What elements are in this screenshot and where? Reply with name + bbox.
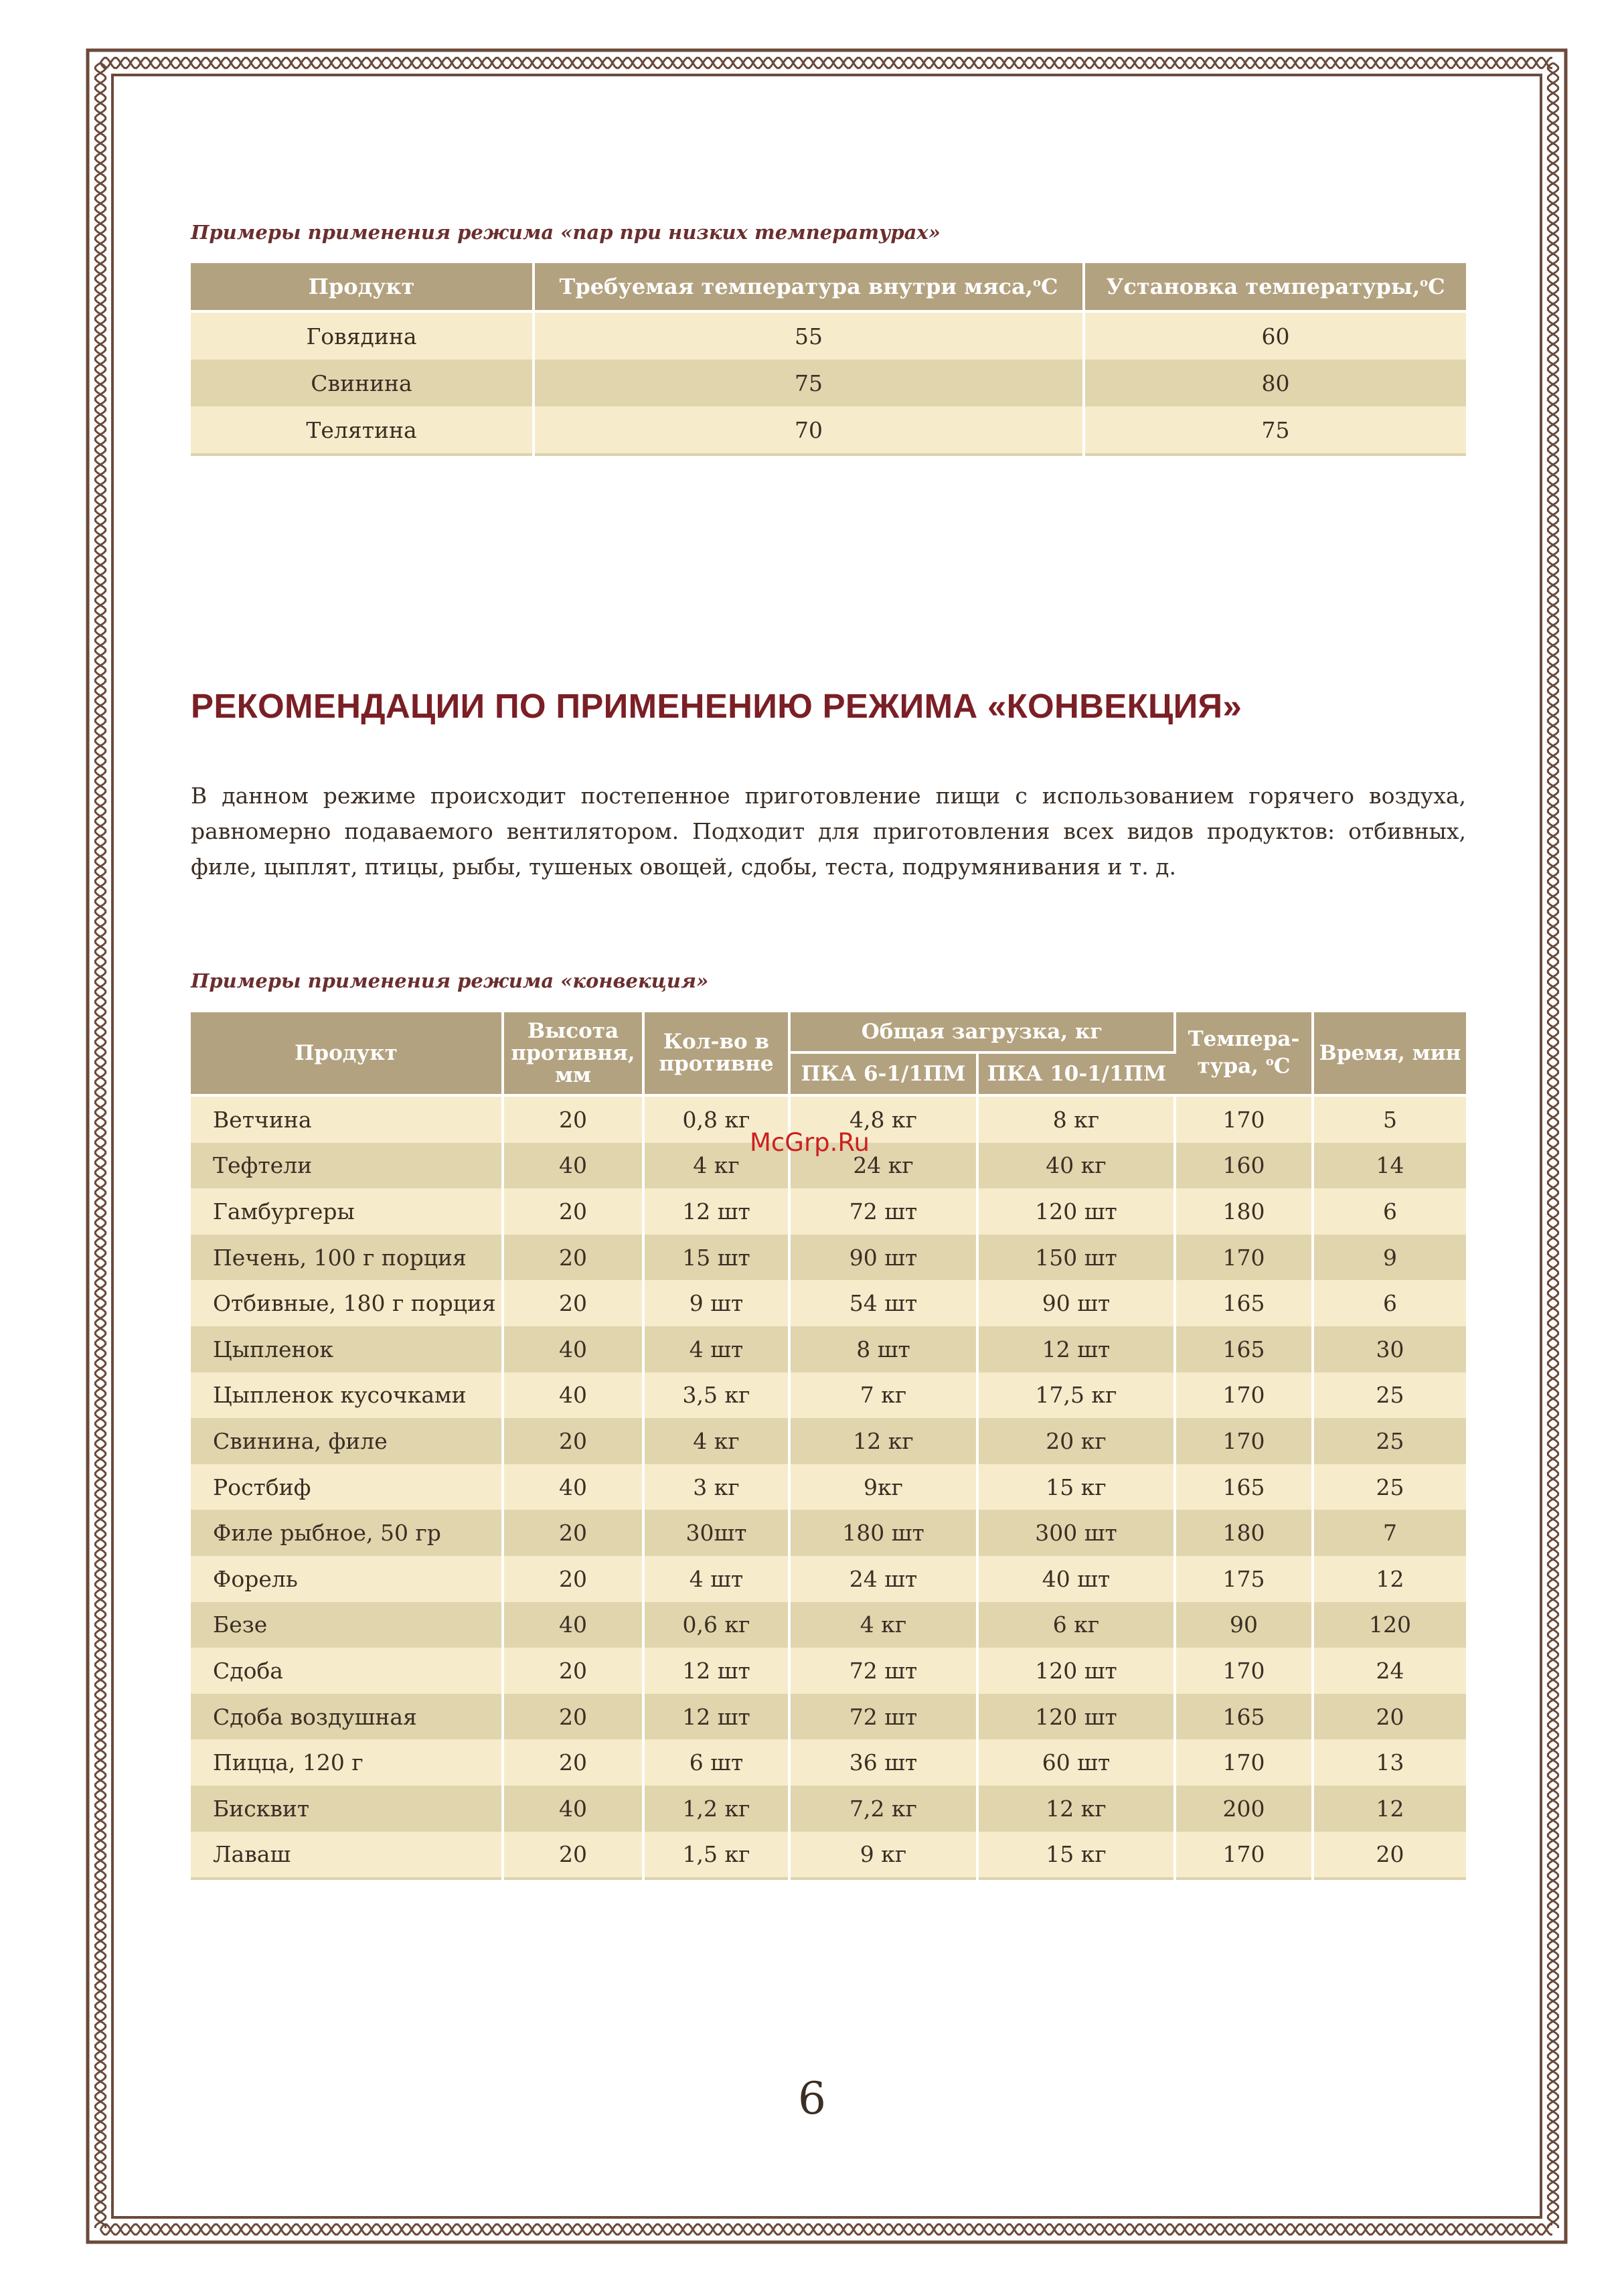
table-row: [191, 1280, 1466, 1326]
table-cell: 15 кг: [977, 1464, 1175, 1510]
table-cell: 25: [1313, 1372, 1466, 1419]
header-required-temp: Требуемая температура внутри мяса,$^o$С: [534, 263, 1084, 311]
table-cell: 9 шт: [643, 1280, 789, 1326]
table-cell: 175: [1175, 1556, 1313, 1602]
table-cell: 60 шт: [977, 1739, 1175, 1786]
table2-caption: Примеры применения режима «конвекция»: [191, 969, 709, 992]
table-cell: 20 кг: [977, 1418, 1175, 1464]
table-cell: 24: [1313, 1648, 1466, 1694]
table-cell: 15 кг: [977, 1832, 1175, 1879]
table-cell-product: Свинина: [191, 360, 534, 406]
table-cell-product: Ветчина: [191, 1095, 503, 1143]
table-cell-product: Отбивные, 180 г порция: [191, 1280, 503, 1326]
table-cell: 150 шт: [977, 1235, 1175, 1281]
table-row: [191, 360, 1466, 406]
table-cell: 9 кг: [789, 1832, 977, 1879]
table-cell: 170: [1175, 1235, 1313, 1281]
table-cell: 300 шт: [977, 1510, 1175, 1556]
table-cell-product: Бисквит: [191, 1786, 503, 1832]
table-cell: 20: [1313, 1694, 1466, 1740]
table-cell-product: Ростбиф: [191, 1464, 503, 1510]
low-temp-steam-table: [191, 263, 1466, 456]
table-row: [191, 1694, 1466, 1740]
table-cell: 90: [1175, 1602, 1313, 1648]
table-cell-product: Говядина: [191, 311, 534, 360]
header-time: Время, мин: [1313, 1012, 1466, 1095]
table-cell: 75: [534, 360, 1084, 406]
table-cell: 3 кг: [643, 1464, 789, 1510]
table-cell: 170: [1175, 1648, 1313, 1694]
table-cell: 165: [1175, 1694, 1313, 1740]
table-cell: 1,5 кг: [643, 1832, 789, 1879]
table-cell: 30шт: [643, 1510, 789, 1556]
table-cell: 20: [503, 1280, 643, 1326]
table-cell: 180 шт: [789, 1510, 977, 1556]
table-cell: 165: [1175, 1326, 1313, 1372]
table-cell: 24 шт: [789, 1556, 977, 1602]
table-cell: 40: [503, 1464, 643, 1510]
table-cell: 15 шт: [643, 1235, 789, 1281]
table-cell-product: Лаваш: [191, 1832, 503, 1879]
table-cell: 200: [1175, 1786, 1313, 1832]
table-row: [191, 1188, 1466, 1235]
table-cell: 6: [1313, 1188, 1466, 1235]
header-total-load: Общая загрузка, кг: [789, 1012, 1175, 1052]
table-row: [191, 1418, 1466, 1464]
watermark-text: McGrp.Ru: [750, 1128, 870, 1157]
table-row: [191, 1739, 1466, 1786]
table-cell: 120 шт: [977, 1648, 1175, 1694]
table-row: [191, 406, 1466, 455]
table-cell: 6: [1313, 1280, 1466, 1326]
table-cell: 9: [1313, 1235, 1466, 1281]
table-cell-product: Свинина, филе: [191, 1418, 503, 1464]
table-row: [191, 1235, 1466, 1281]
table-cell-product: Пицца, 120 г: [191, 1739, 503, 1786]
table-cell: 40: [503, 1326, 643, 1372]
table-cell: 1,2 кг: [643, 1786, 789, 1832]
table-cell: 120 шт: [977, 1188, 1175, 1235]
table-cell: 170: [1175, 1372, 1313, 1419]
table-row: [191, 1510, 1466, 1556]
table-cell: 40 шт: [977, 1556, 1175, 1602]
table-cell-product: Тефтели: [191, 1143, 503, 1189]
header-product: Продукт: [191, 263, 534, 311]
table-row: [191, 1832, 1466, 1879]
header-tray-height: Высота противня, мм: [503, 1012, 643, 1095]
table-cell: 20: [503, 1188, 643, 1235]
table-cell: 54 шт: [789, 1280, 977, 1326]
table-cell: 6 шт: [643, 1739, 789, 1786]
table-row: [191, 1556, 1466, 1602]
header-product: Продукт: [191, 1012, 503, 1095]
table-cell: 4 кг: [643, 1418, 789, 1464]
header-set-temp: Установка температуры,$^o$С: [1084, 263, 1466, 311]
table-cell: 3,5 кг: [643, 1372, 789, 1419]
table-cell-product: Телятина: [191, 406, 534, 455]
table-cell: 9кг: [789, 1464, 977, 1510]
table-cell: 14: [1313, 1143, 1466, 1189]
table-cell: 0,6 кг: [643, 1602, 789, 1648]
table-cell-product: Сдоба: [191, 1648, 503, 1694]
section-heading: РЕКОМЕНДАЦИИ ПО ПРИМЕНЕНИЮ РЕЖИМА «КОНВЕКЦИЯ»: [191, 687, 1242, 725]
table-cell-product: Цыпленок кусочками: [191, 1372, 503, 1419]
table-cell: 60: [1084, 311, 1466, 360]
table-cell: 6 кг: [977, 1602, 1175, 1648]
table-cell: 170: [1175, 1739, 1313, 1786]
table-row: [191, 1326, 1466, 1372]
table-header-row: [191, 1012, 1466, 1052]
table-cell: 20: [503, 1739, 643, 1786]
table-cell: 20: [503, 1095, 643, 1143]
table-cell: 120 шт: [977, 1694, 1175, 1740]
page-number: 6: [798, 2073, 826, 2124]
table-cell: 30: [1313, 1326, 1466, 1372]
table-cell: 12 кг: [977, 1786, 1175, 1832]
table-cell: 17,5 кг: [977, 1372, 1175, 1419]
table-cell: 72 шт: [789, 1648, 977, 1694]
table-cell: 4 кг: [789, 1602, 977, 1648]
table-row: [191, 1372, 1466, 1419]
table-cell: 20: [503, 1832, 643, 1879]
table-row: [191, 1602, 1466, 1648]
table-row: [191, 311, 1466, 360]
table-cell: 40: [503, 1143, 643, 1189]
table-cell: 40: [503, 1372, 643, 1419]
table-cell-product: Сдоба воздушная: [191, 1694, 503, 1740]
table-cell: 4 кг: [643, 1143, 789, 1189]
table-cell: 12 шт: [643, 1188, 789, 1235]
table-cell: 13: [1313, 1739, 1466, 1786]
table-cell: 90 шт: [789, 1235, 977, 1281]
table-cell: 20: [503, 1235, 643, 1281]
table-row: [191, 1786, 1466, 1832]
table-cell: 12 кг: [789, 1418, 977, 1464]
table-cell: 70: [534, 406, 1084, 455]
table-cell: 20: [1313, 1832, 1466, 1879]
table-cell: 170: [1175, 1832, 1313, 1879]
table-cell: 12 шт: [977, 1326, 1175, 1372]
table-cell: 165: [1175, 1464, 1313, 1510]
table-cell: 55: [534, 311, 1084, 360]
table-cell: 20: [503, 1556, 643, 1602]
table-cell-product: Гамбургеры: [191, 1188, 503, 1235]
table-cell: 180: [1175, 1188, 1313, 1235]
table-cell: 20: [503, 1510, 643, 1556]
table-cell: 12 шт: [643, 1648, 789, 1694]
table-cell-product: Безе: [191, 1602, 503, 1648]
table-cell: 25: [1313, 1418, 1466, 1464]
table-cell: 4 шт: [643, 1556, 789, 1602]
header-count-per-tray: Кол-во в противне: [643, 1012, 789, 1095]
table1-caption: Примеры применения режима «пар при низких температурах»: [191, 221, 941, 244]
table-cell: 180: [1175, 1510, 1313, 1556]
table-cell: 36 шт: [789, 1739, 977, 1786]
table-cell: 120: [1313, 1602, 1466, 1648]
table-cell: 5: [1313, 1095, 1466, 1143]
table-header-row: [191, 263, 1466, 311]
table-cell: 170: [1175, 1418, 1313, 1464]
header-pka10: ПКА 10-1/1ПМ: [977, 1052, 1175, 1095]
table-cell: 160: [1175, 1143, 1313, 1189]
table-cell: 24 кг: [789, 1143, 977, 1189]
table-cell: 72 шт: [789, 1694, 977, 1740]
table-cell-product: Печень, 100 г порция: [191, 1235, 503, 1281]
table-cell: 170: [1175, 1095, 1313, 1143]
table-cell: 12: [1313, 1786, 1466, 1832]
table-cell: 0,8 кг: [643, 1095, 789, 1143]
table-cell: 7 кг: [789, 1372, 977, 1419]
table-row: [191, 1464, 1466, 1510]
table-cell: 12 шт: [643, 1694, 789, 1740]
table-cell: 40 кг: [977, 1143, 1175, 1189]
table-cell: 75: [1084, 406, 1466, 455]
table-row: [191, 1648, 1466, 1694]
table-cell: 90 шт: [977, 1280, 1175, 1326]
header-temperature: Темпера- тура, $^o$С: [1175, 1012, 1313, 1095]
table-cell: 4,8 кг: [789, 1095, 977, 1143]
section-paragraph: В данном режиме происходит постепенное приготовление пищи с использованием горячего воздуха, равномерно подаваемого вентилятором. Подходит для приготовления всех видов продуктов: отбивных, филе, цыплят, птицы, рыбы, тушеных овощей, сдобы, теста, подрумянивания и т. д.: [191, 783, 1466, 880]
table-cell: 80: [1084, 360, 1466, 406]
table-cell-product: Филе рыбное, 50 гр: [191, 1510, 503, 1556]
table-cell: 8 кг: [977, 1095, 1175, 1143]
table-cell: 8 шт: [789, 1326, 977, 1372]
table-cell: 20: [503, 1648, 643, 1694]
table-cell: 40: [503, 1602, 643, 1648]
table-cell: 72 шт: [789, 1188, 977, 1235]
table-cell: 165: [1175, 1280, 1313, 1326]
table-cell: 20: [503, 1694, 643, 1740]
table-cell-product: Цыпленок: [191, 1326, 503, 1372]
table-cell: 7: [1313, 1510, 1466, 1556]
table-cell: 25: [1313, 1464, 1466, 1510]
table-cell-product: Форель: [191, 1556, 503, 1602]
table-cell: 7,2 кг: [789, 1786, 977, 1832]
table-cell: 20: [503, 1418, 643, 1464]
table-cell: 40: [503, 1786, 643, 1832]
table-cell: 4 шт: [643, 1326, 789, 1372]
header-pka6: ПКА 6-1/1ПМ: [789, 1052, 977, 1095]
table-cell: 12: [1313, 1556, 1466, 1602]
